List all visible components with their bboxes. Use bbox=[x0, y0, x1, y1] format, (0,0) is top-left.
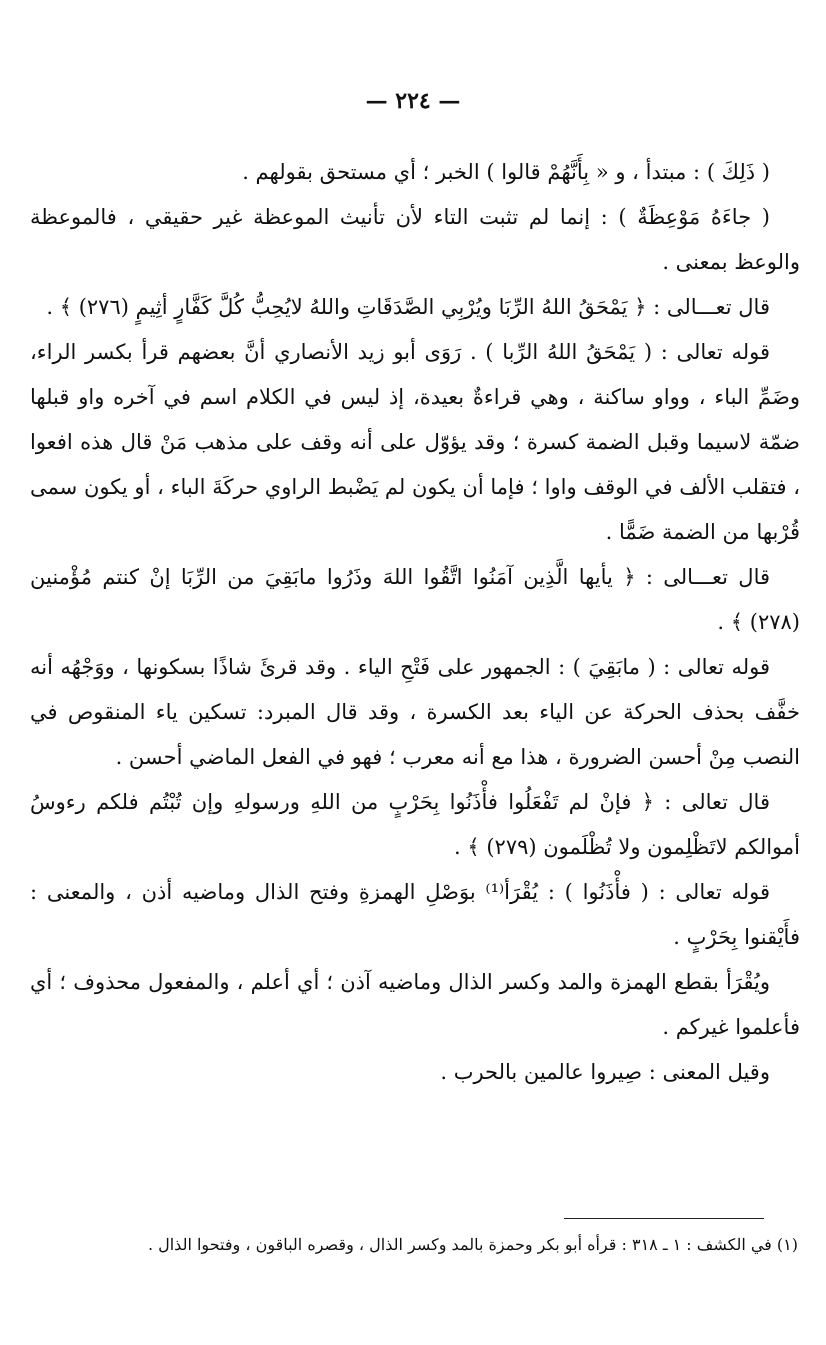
main-text bbox=[30, 150, 800, 1095]
paragraph: ( جاءَهُ مَوْعِظَةٌ ) : إنما لم تثبت التاء لأن تأنيث الموعظة غير حقيقي ، فالموعظة والوعظ بمعنى . bbox=[30, 205, 800, 274]
quranic-verse: قال تعـــالى : ﴿ يأيها الَّذِين آمَنُوا اتَّقُوا اللهَ وذَرُوا مابَقِيَ من الرِّبَا إنْ كنتم مُؤْمنين (٢٧٨) ﴾ . bbox=[30, 565, 800, 634]
paragraph: ويُقْرَأ بقطع الهمزة والمد وكسر الذال وماضيه آذن ؛ أي أعلم ، والمفعول محذوف ؛ أي فأعلموا غيركم . bbox=[30, 970, 800, 1039]
footnote: (١) في الكشف : ١ ـ ٣١٨ : قرأه أبو بكر وحمزة بالمد وكسر الذال ، وقصره الباقون ، وفتحوا الذال . bbox=[147, 1235, 798, 1254]
paragraph: قوله تعالى : ( يَمْحَقُ اللهُ الرِّبا ) . رَوَى أبو زيد الأنصاري أنَّ بعضهم قرأ بكسر الراء، وضَمِّ الباء ، وواو ساكنة ، وهي قراءةٌ بعيدة، إذ ليس في الكلام اسم في آخره واو قبلها ضمّة لاسيما وقبل الضمة كسرة ؛ وقد يؤوّل على أنه وقف على مذهب مَنْ قال هذه افعوا ، فتقلب الألف في الوقف واوا ؛ فإما أن يكون لم يَضْبط الراوي حركَةَ الباء ، أو يكون سمى قُرْبها من الضمة ضَمًّا . bbox=[30, 340, 800, 544]
paragraph: قوله تعالى : ( فأْذَنُوا ) : يُقْرَأ⁽¹⁾ بوَصْلِ الهمزةِ وفتح الذال وماضيه أذن ، والمعنى : فأَيْقنوا بِحَرْبٍ . bbox=[30, 880, 800, 949]
quranic-verse: قال تعـــالى : ﴿ يَمْحَقُ اللهُ الرِّبَا ويُرْبِي الصَّدَقَاتِ واللهُ لايُحِبُّ كُلَّ كَفَّارٍ أثِيمٍ (٢٧٦) ﴾ . bbox=[46, 295, 770, 319]
footnote-divider bbox=[564, 1218, 764, 1219]
paragraph: قوله تعالى : ( مابَقِيَ ) : الجمهور على فَتْحِ الياء . وقد قرئَ شاذًا بسكونها ، ووَجْهُه أنه خفَّف بحذف الحركة عن الياء بعد الكسرة ، وقد قال المبرد: تسكين ياء المنقوص في النصب مِنْ أحسن الضرورة ، هذا مع أنه معرب ؛ فهو في الفعل الماضي أحسن . bbox=[30, 655, 800, 769]
paragraph: ( ذَلِكَ ) : مبتدأ ، و « بِأَنَّهُمْ قالوا ) الخبر ؛ أي مستحق بقولهم . bbox=[242, 160, 770, 184]
page-number: — ٢٢٤ — bbox=[365, 88, 461, 114]
quranic-verse: قال تعالى : ﴿ فإنْ لم تَفْعَلُوا فأْذَنُوا بِحَرْبٍ من اللهِ ورسولهِ وإن تُبْتُم فلكم رءوسُ أموالكم لاتَظْلِمون ولا تُظْلَمون (٢٧٩) ﴾ . bbox=[30, 790, 800, 859]
paragraph: وقيل المعنى : صِيروا عالمين بالحرب . bbox=[440, 1060, 770, 1084]
